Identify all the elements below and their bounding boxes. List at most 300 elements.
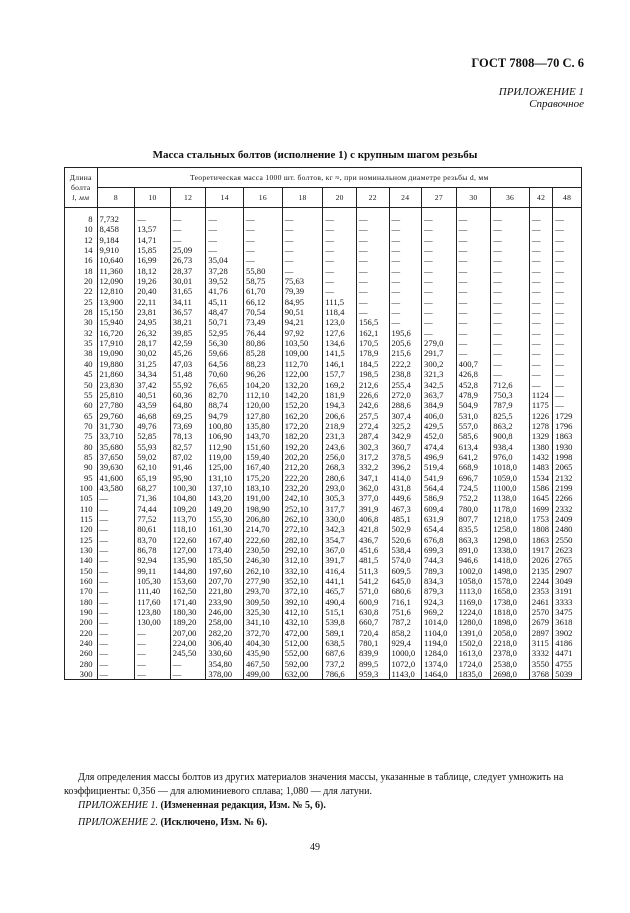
mass-cell: 221,80 [206,586,244,596]
mass-cell: — [356,255,389,265]
diameter-header-cell: 22 [356,188,389,208]
mass-cell: — [244,255,283,265]
mass-cell: — [97,566,135,576]
mass-cell: — [491,369,530,379]
mass-cell: 1898,0 [491,617,530,627]
mass-cell: 82,57 [170,442,206,452]
mass-cell: 924,3 [422,597,457,607]
mass-cell: 676,8 [422,535,457,545]
table-row [65,617,582,627]
mass-cell: — [456,286,491,296]
mass-cell: 125,00 [206,462,244,472]
mass-cell: — [389,235,422,245]
mass-cell: — [282,235,323,245]
mass-cell: 574,0 [389,555,422,565]
table-row [65,317,582,327]
mass-cell: 1329 [529,431,552,441]
mass-cell: 170,5 [356,338,389,348]
mass-cell: — [553,276,582,286]
mass-cell: — [97,659,135,669]
mass-cell: 191,00 [244,493,283,503]
mass-cell: — [553,380,582,390]
mass-cell: 117,60 [135,597,171,607]
table-row [65,380,582,390]
mass-cell: 478,9 [456,390,491,400]
mass-cell: — [389,297,422,307]
diameter-header-cell: 42 [529,188,552,208]
mass-cell: 839,9 [356,648,389,658]
mass-cell: — [422,276,457,286]
mass-cell: — [356,286,389,296]
mass-cell: 585,6 [456,431,491,441]
mass-cell: — [206,224,244,234]
mass-cell: 212,6 [356,380,389,390]
table-row [65,411,582,421]
mass-cell: 59,02 [135,452,171,462]
mass-cell: 96,26 [244,369,283,379]
mass-cell: 52,85 [135,431,171,441]
table-row [65,286,582,296]
mass-cell: 1284,0 [422,648,457,658]
mass-cell: 36,57 [170,307,206,317]
length-cell: 105 [65,493,98,503]
mass-cell: — [553,224,582,234]
mass-cell: 198,90 [244,504,283,514]
mass-cell: — [389,266,422,276]
mass-cell: 272,10 [282,524,323,534]
mass-cell: 641,2 [456,452,491,462]
mass-cell: 406,8 [356,514,389,524]
mass-cell: — [529,380,552,390]
mass-cell: 378,5 [389,452,422,462]
mass-cell: — [422,307,457,317]
mass-cell: 321,3 [422,369,457,379]
mass-cell: 19,090 [97,348,135,358]
mass-cell: 332,2 [356,462,389,472]
mass-cell: 59,66 [206,348,244,358]
length-cell: 20 [65,276,98,286]
mass-cell: 144,80 [170,566,206,576]
diameter-header-cell: 48 [553,188,582,208]
mass-cell: — [356,307,389,317]
mass-cell: — [356,214,389,224]
length-cell: 190 [65,607,98,617]
mass-cell: 564,4 [422,483,457,493]
mass-cell: — [389,255,422,265]
mass-cell: 55,92 [170,380,206,390]
mass-cell: 2218,0 [491,638,530,648]
table-title: Масса стальных болтов (исполнение 1) с крупным шагом резьбы [152,149,478,161]
mass-cell: 246,00 [206,607,244,617]
mass-cell: 157,7 [323,369,357,379]
mass-cell: — [97,648,135,658]
length-cell: 16 [65,255,98,265]
mass-cell: 687,6 [323,648,357,658]
table-row [65,452,582,462]
mass-cell: 226,6 [356,390,389,400]
mass-cell: 205,6 [389,338,422,348]
mass-cell: 392,10 [282,597,323,607]
mass-cell: 153,60 [170,576,206,586]
mass-cell: 638,5 [323,638,357,648]
mass-cell: 2461 [529,597,552,607]
mass-cell: — [389,276,422,286]
mass-cell: 807,7 [456,514,491,524]
mass-cell: 75,63 [282,276,323,286]
mass-cell: 206,6 [323,411,357,421]
mass-cell: — [529,255,552,265]
mass-cell: 73,69 [170,421,206,431]
mass-cell: 24,95 [135,317,171,327]
mass-cell: 181,9 [323,390,357,400]
mass-cell: — [170,224,206,234]
mass-cell: — [456,317,491,327]
table-row [65,586,582,596]
length-cell: 125 [65,535,98,545]
mass-cell: — [244,235,283,245]
mass-cell: 3049 [553,576,582,586]
mass-cell: — [422,235,457,245]
appendix-label [499,86,584,110]
mass-cell: 262,10 [244,566,283,576]
mass-cell: 879,3 [422,586,457,596]
mass-cell: 2266 [553,493,582,503]
mass-cell: — [97,576,135,586]
mass-cell: 134,6 [323,338,357,348]
length-cell: 25 [65,297,98,307]
mass-cell: 1613,0 [456,648,491,658]
appendix-number: ПРИЛОЖЕНИЕ 1 [498,86,584,98]
mass-cell: 151,60 [244,442,283,452]
table-row [65,297,582,307]
mass-cell: 10,640 [97,255,135,265]
mass-cell: 12,090 [97,276,135,286]
mass-cell: 449,6 [389,493,422,503]
mass-cell: 2480 [553,524,582,534]
mass-cell: 1380 [529,442,552,452]
table-row [65,669,582,680]
mass-cell: 946,6 [456,555,491,565]
mass-cell: 341,10 [244,617,283,627]
mass-cell: 2550 [553,535,582,545]
mass-cell: 143,20 [206,493,244,503]
mass-cell: — [323,255,357,265]
mass-cell: — [553,400,582,410]
mass-cell: — [422,266,457,276]
table-row [65,235,582,245]
mass-cell: 1100,0 [491,483,530,493]
mass-cell: 465,7 [323,586,357,596]
mass-cell: — [553,286,582,296]
mass-cell: 367,0 [323,545,357,555]
mass-cell: — [529,359,552,369]
mass-cell: 452,8 [456,380,491,390]
length-cell: 10 [65,224,98,234]
mass-cell: 97,92 [282,328,323,338]
mass-cell: — [422,328,457,338]
mass-cell: 291,7 [422,348,457,358]
table-row [65,597,582,607]
edit-label: ПРИЛОЖЕНИЕ 1. [78,800,158,811]
length-cell: 280 [65,659,98,669]
mass-cell: 82,70 [206,390,244,400]
mass-cell: — [135,628,171,638]
mass-cell: 95,90 [170,473,206,483]
mass-cell: — [491,328,530,338]
mass-cell: 512,00 [282,638,323,648]
mass-cell: — [553,235,582,245]
mass-cell: 74,44 [135,504,171,514]
mass-cell: 1014,0 [422,617,457,627]
mass-cell: 58,75 [244,276,283,286]
mass-cell: 9,184 [97,235,135,245]
mass-cell: 62,10 [135,462,171,472]
mass-cell: 71,36 [135,493,171,503]
length-cell: 90 [65,462,98,472]
length-header-line: болта [70,182,91,192]
mass-cell: — [456,214,491,224]
mass-cell: 609,4 [422,504,457,514]
length-cell: 100 [65,483,98,493]
edit-text: (Измененная редакция, Изм. № 5, 6). [160,800,326,811]
table-body [65,208,582,680]
mass-cell: 1729 [553,411,582,421]
mass-cell: 80,61 [135,524,171,534]
length-cell: 85 [65,452,98,462]
mass-cell: — [97,617,135,627]
mass-cell: 750,3 [491,390,530,400]
mass-cell: 2698,0 [491,669,530,680]
mass-cell: 467,50 [244,659,283,669]
mass-cell: 1498,0 [491,566,530,576]
mass-cell: 78,13 [170,431,206,441]
mass-cell: 282,20 [206,628,244,638]
mass-cell: 197,60 [206,566,244,576]
mass-cell: 242,10 [282,493,323,503]
mass-cell: 780,1 [356,638,389,648]
mass-cell: — [97,545,135,555]
mass-cell: — [456,224,491,234]
mass-cell: 238,8 [389,369,422,379]
length-cell: 95 [65,473,98,483]
mass-cell: 87,02 [170,452,206,462]
mass-cell: 46,68 [135,411,171,421]
mass-cell: 143,70 [244,431,283,441]
mass-cell: 2538,0 [491,659,530,669]
mass-cell: 2332 [553,504,582,514]
mass-cell: 175,20 [244,473,283,483]
mass-cell: 206,80 [244,514,283,524]
mass-cell: 499,00 [244,669,283,680]
mass-cell: — [97,638,135,648]
mass-cell: 660,7 [356,617,389,627]
mass-cell: 130,00 [135,617,171,627]
mass-cell: 55,80 [244,266,283,276]
mass-cell: — [553,359,582,369]
mass-cell: 39,630 [97,462,135,472]
mass-cell: 194,3 [323,400,357,410]
mass-cell: 111,5 [323,297,357,307]
mass-cell: 16,720 [97,328,135,338]
mass-cell: 786,6 [323,669,357,680]
length-cell: 32 [65,328,98,338]
appendix-kind: Справочное [529,98,584,110]
mass-cell: 52,95 [206,328,244,338]
mass-cell: 600,9 [356,597,389,607]
mass-cell: 1432 [529,452,552,462]
mass-cell: 1194,0 [422,638,457,648]
mass-cell: — [529,369,552,379]
mass-cell: 161,30 [206,524,244,534]
mass-cell: — [389,286,422,296]
length-cell: 65 [65,411,98,421]
mass-cell: 1586 [529,483,552,493]
page-number: 49 [310,842,320,853]
mass-cell: — [97,669,135,680]
length-cell: 240 [65,638,98,648]
mass-cell: 1738,0 [491,597,530,607]
mass-cell: 632,00 [282,669,323,680]
table-row [65,545,582,555]
mass-cell: 589,1 [323,628,357,638]
length-cell: 300 [65,669,98,680]
mass-cell: 105,30 [135,576,171,586]
mass-cell: 1002,0 [456,566,491,576]
mass-cell: 752,2 [456,493,491,503]
mass-cell: 1178,0 [491,504,530,514]
mass-cell: 1059,0 [491,473,530,483]
mass-cell: 900,8 [491,431,530,441]
mass-cell: 214,70 [244,524,283,534]
mass-cell: 1818,0 [491,607,530,617]
mass-cell: 696,7 [456,473,491,483]
length-cell: 12 [65,235,98,245]
diameter-header-cell: 20 [323,188,357,208]
mass-cell: 212,20 [282,462,323,472]
table-row [65,431,582,441]
table-row [65,348,582,358]
mass-cell: — [491,307,530,317]
mass-cell: 1169,0 [456,597,491,607]
length-cell: 260 [65,648,98,658]
mass-cell: 162,20 [282,411,323,421]
mass-cell: 502,9 [389,524,422,534]
mass-cell: — [456,307,491,317]
mass-cell: 391,7 [323,555,357,565]
length-cell: 28 [65,307,98,317]
mass-cell: 1917 [529,545,552,555]
diameter-header-cell: 8 [97,188,135,208]
length-cell: 22 [65,286,98,296]
mass-cell: 1998 [553,452,582,462]
mass-cell: 135,80 [244,421,283,431]
table-row [65,338,582,348]
mass-cell: 15,940 [97,317,135,327]
length-cell: 130 [65,545,98,555]
mass-cell: — [529,307,552,317]
mass-cell: 613,4 [456,442,491,452]
mass-cell: 541,9 [422,473,457,483]
mass-cell: 1298,0 [491,535,530,545]
mass-cell: 88,74 [206,400,244,410]
mass-cell: — [553,338,582,348]
mass-cell: — [97,555,135,565]
mass-cell: 737,2 [323,659,357,669]
mass-cell: 113,70 [170,514,206,524]
mass-cell: 511,3 [356,566,389,576]
table-row [65,307,582,317]
mass-cell: 109,20 [170,504,206,514]
table-row [65,462,582,472]
mass-cell: 668,9 [456,462,491,472]
mass-cell: 37,650 [97,452,135,462]
bolt-mass-table [64,167,582,680]
mass-cell: 29,760 [97,411,135,421]
mass-cell: 3902 [553,628,582,638]
mass-cell: 712,6 [491,380,530,390]
mass-cell: 609,5 [389,566,422,576]
mass-cell: 14,71 [135,235,171,245]
mass-cell: 272,4 [356,421,389,431]
conversion-note: Для определения массы болтов из других материалов значения массы, указанные в таблице, следует умножить на коэффициенты: 0,356 — для алюминиевого сплава; 1,080 — для латуни. [64,772,564,797]
mass-cell: 185,50 [206,555,244,565]
mass-cell: 391,9 [356,504,389,514]
mass-cell: — [206,235,244,245]
mass-cell: — [97,493,135,503]
mass-cell: — [323,245,357,255]
mass-cell: 4755 [553,659,582,669]
mass-cell: 429,5 [422,421,457,431]
length-cell: 80 [65,442,98,452]
mass-cell: — [356,245,389,255]
mass-cell: 354,7 [323,535,357,545]
mass-cell: 79,39 [282,286,323,296]
table-row [65,214,582,224]
mass-cell: — [553,255,582,265]
mass-cell: 51,48 [170,369,206,379]
length-cell: 150 [65,566,98,576]
mass-cell: 1278 [529,421,552,431]
mass-cell: 2679 [529,617,552,627]
mass-cell: — [553,307,582,317]
mass-cell: 40,51 [135,390,171,400]
mass-cell: — [97,535,135,545]
mass-cell: 780,0 [456,504,491,514]
mass-cell: 45,11 [206,297,244,307]
mass-cell: 2132 [553,473,582,483]
length-cell: 18 [65,266,98,276]
mass-cell: — [422,224,457,234]
mass-cell: — [529,286,552,296]
mass-cell: 586,9 [422,493,457,503]
mass-cell: — [456,338,491,348]
table-row [65,504,582,514]
diameter-header-cell: 14 [206,188,244,208]
mass-cell: 2623 [553,545,582,555]
mass-cell: 56,30 [206,338,244,348]
mass-cell: 1863 [529,535,552,545]
mass-cell: 7,732 [97,214,135,224]
mass-cell: 122,00 [282,369,323,379]
mass-cell: 416,4 [323,566,357,576]
length-cell: 180 [65,597,98,607]
mass-cell: 230,50 [244,545,283,555]
mass-cell: 1138,0 [491,493,530,503]
mass-cell: 112,70 [282,359,323,369]
mass-cell: — [97,607,135,617]
mass-cell: 485,1 [389,514,422,524]
table-row [65,400,582,410]
